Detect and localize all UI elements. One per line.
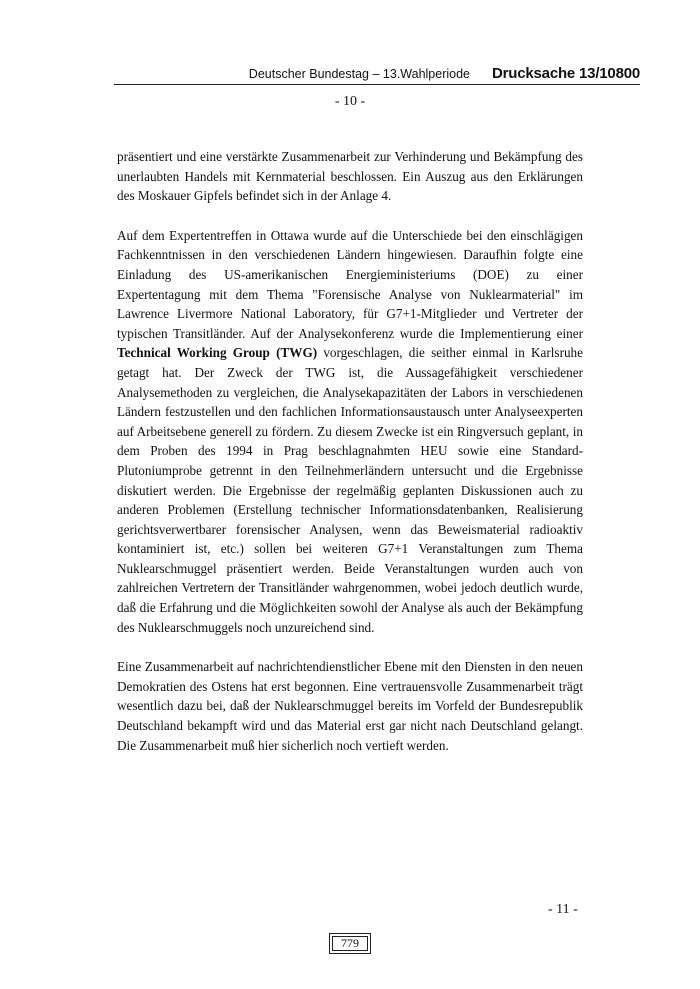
page-stamp-inner-frame: [332, 936, 368, 951]
header-document-number: Drucksache 13/10800: [492, 65, 640, 82]
body-text: [117, 147, 583, 775]
paragraph-2-bold-term: Technical Working Group (TWG): [117, 345, 318, 361]
paragraph-3: Eine Zusammenarbeit auf nachrichtendienstlicher Ebene mit den Diensten in den neuen Demokratien des Ostens hat erst begonnen. Eine vertrauensvolle Zusammenarbeit trägt wesentlich dazu bei, daß der Nuklearschmuggel bereits im Vorfeld der Bundesrepublik Deutschland bekampft wird und das Material erst gar nicht nach Deutschland gelangt. Die Zusammenarbeit muß hier sicherlich noch vertieft werden.: [117, 659, 583, 753]
next-page-marker: - 11 -: [548, 902, 578, 917]
paragraph-1: präsentiert und eine verstärkte Zusammenarbeit zur Verhinderung und Bekämpfung des unerlaubten Handels mit Kernmaterial beschlossen. Ein Auszug aus den Erklärungen des Moskauer Gipfels befindet sich in der Anlage 4.: [117, 149, 583, 204]
paragraph-2-part-1: Auf dem Expertentreffen in Ottawa wurde auf die Unterschiede bei den einschlägigen Fachkenntnissen in den verschiedenen Ländern hingewiesen. Daraufhin folgte eine Einladung des US-amerikanischen Energieministeriums (DOE) zu einer Expertentagung mit dem Thema "Forensische Analyse von Nuklearmaterial" im Lawrence Livermore National Laboratory, für G7+1-Mitglieder und Vertreter der typischen Transitländer. Auf der Analysekonferenz wurde die Implementierung einer: [117, 227, 583, 341]
page-number-top: - 10 -: [334, 94, 366, 109]
paragraph-2: [117, 226, 583, 637]
page-stamp-number: 779: [341, 936, 359, 950]
header-parliament-label: Deutscher Bundestag – 13.Wahlperiode: [248, 67, 471, 81]
page-header: [114, 64, 640, 85]
page-stamp: [329, 933, 371, 954]
paragraph-2-part-2: vorgeschlagen, die seither einmal in Karlsruhe getagt hat. Der Zweck der TWG ist, die Aussagefähigkeit verschiedener Analysemethoden zu vergleichen, die Analysekapazitäten der Labors in verschiedenen Ländern festzustellen und den fachlichen Informationsaustausch unter Analyseexperten auf Arbeitsebene generell zu fördern. Zu diesem Zwecke ist ein Ringversuch geplant, in dem Proben des 1994 in Prag beschlagnahmten HEU sowie eine Standard-Plutoniumprobe getrennt in den Teilnehmerländern untersucht und die Ergebnisse diskutiert werden. Die Ergebnisse der regelmäßig geplanten Diskussionen auch zu anderen Problemen (Erstellung technischer Informationsdatenbanken, Realisierung gerichtsverwertbarer forensischer Analysen, wenn das Beweismaterial radioaktiv kontaminiert ist, etc.) sollen bei weiteren G7+1 Veranstaltungen zum Thema Nuklearschmuggel präsentiert werden. Beide Veranstaltungen wurden auch von zahlreichen Vertretern der Transitländer wahrgenommen, wobei jedoch deutlich wurde, daß die Erfahrung und die Möglichkeiten sowohl der Analyse als auch der Bekämpfung des Nuklearschmuggels noch unzureichend sind.: [117, 345, 583, 635]
